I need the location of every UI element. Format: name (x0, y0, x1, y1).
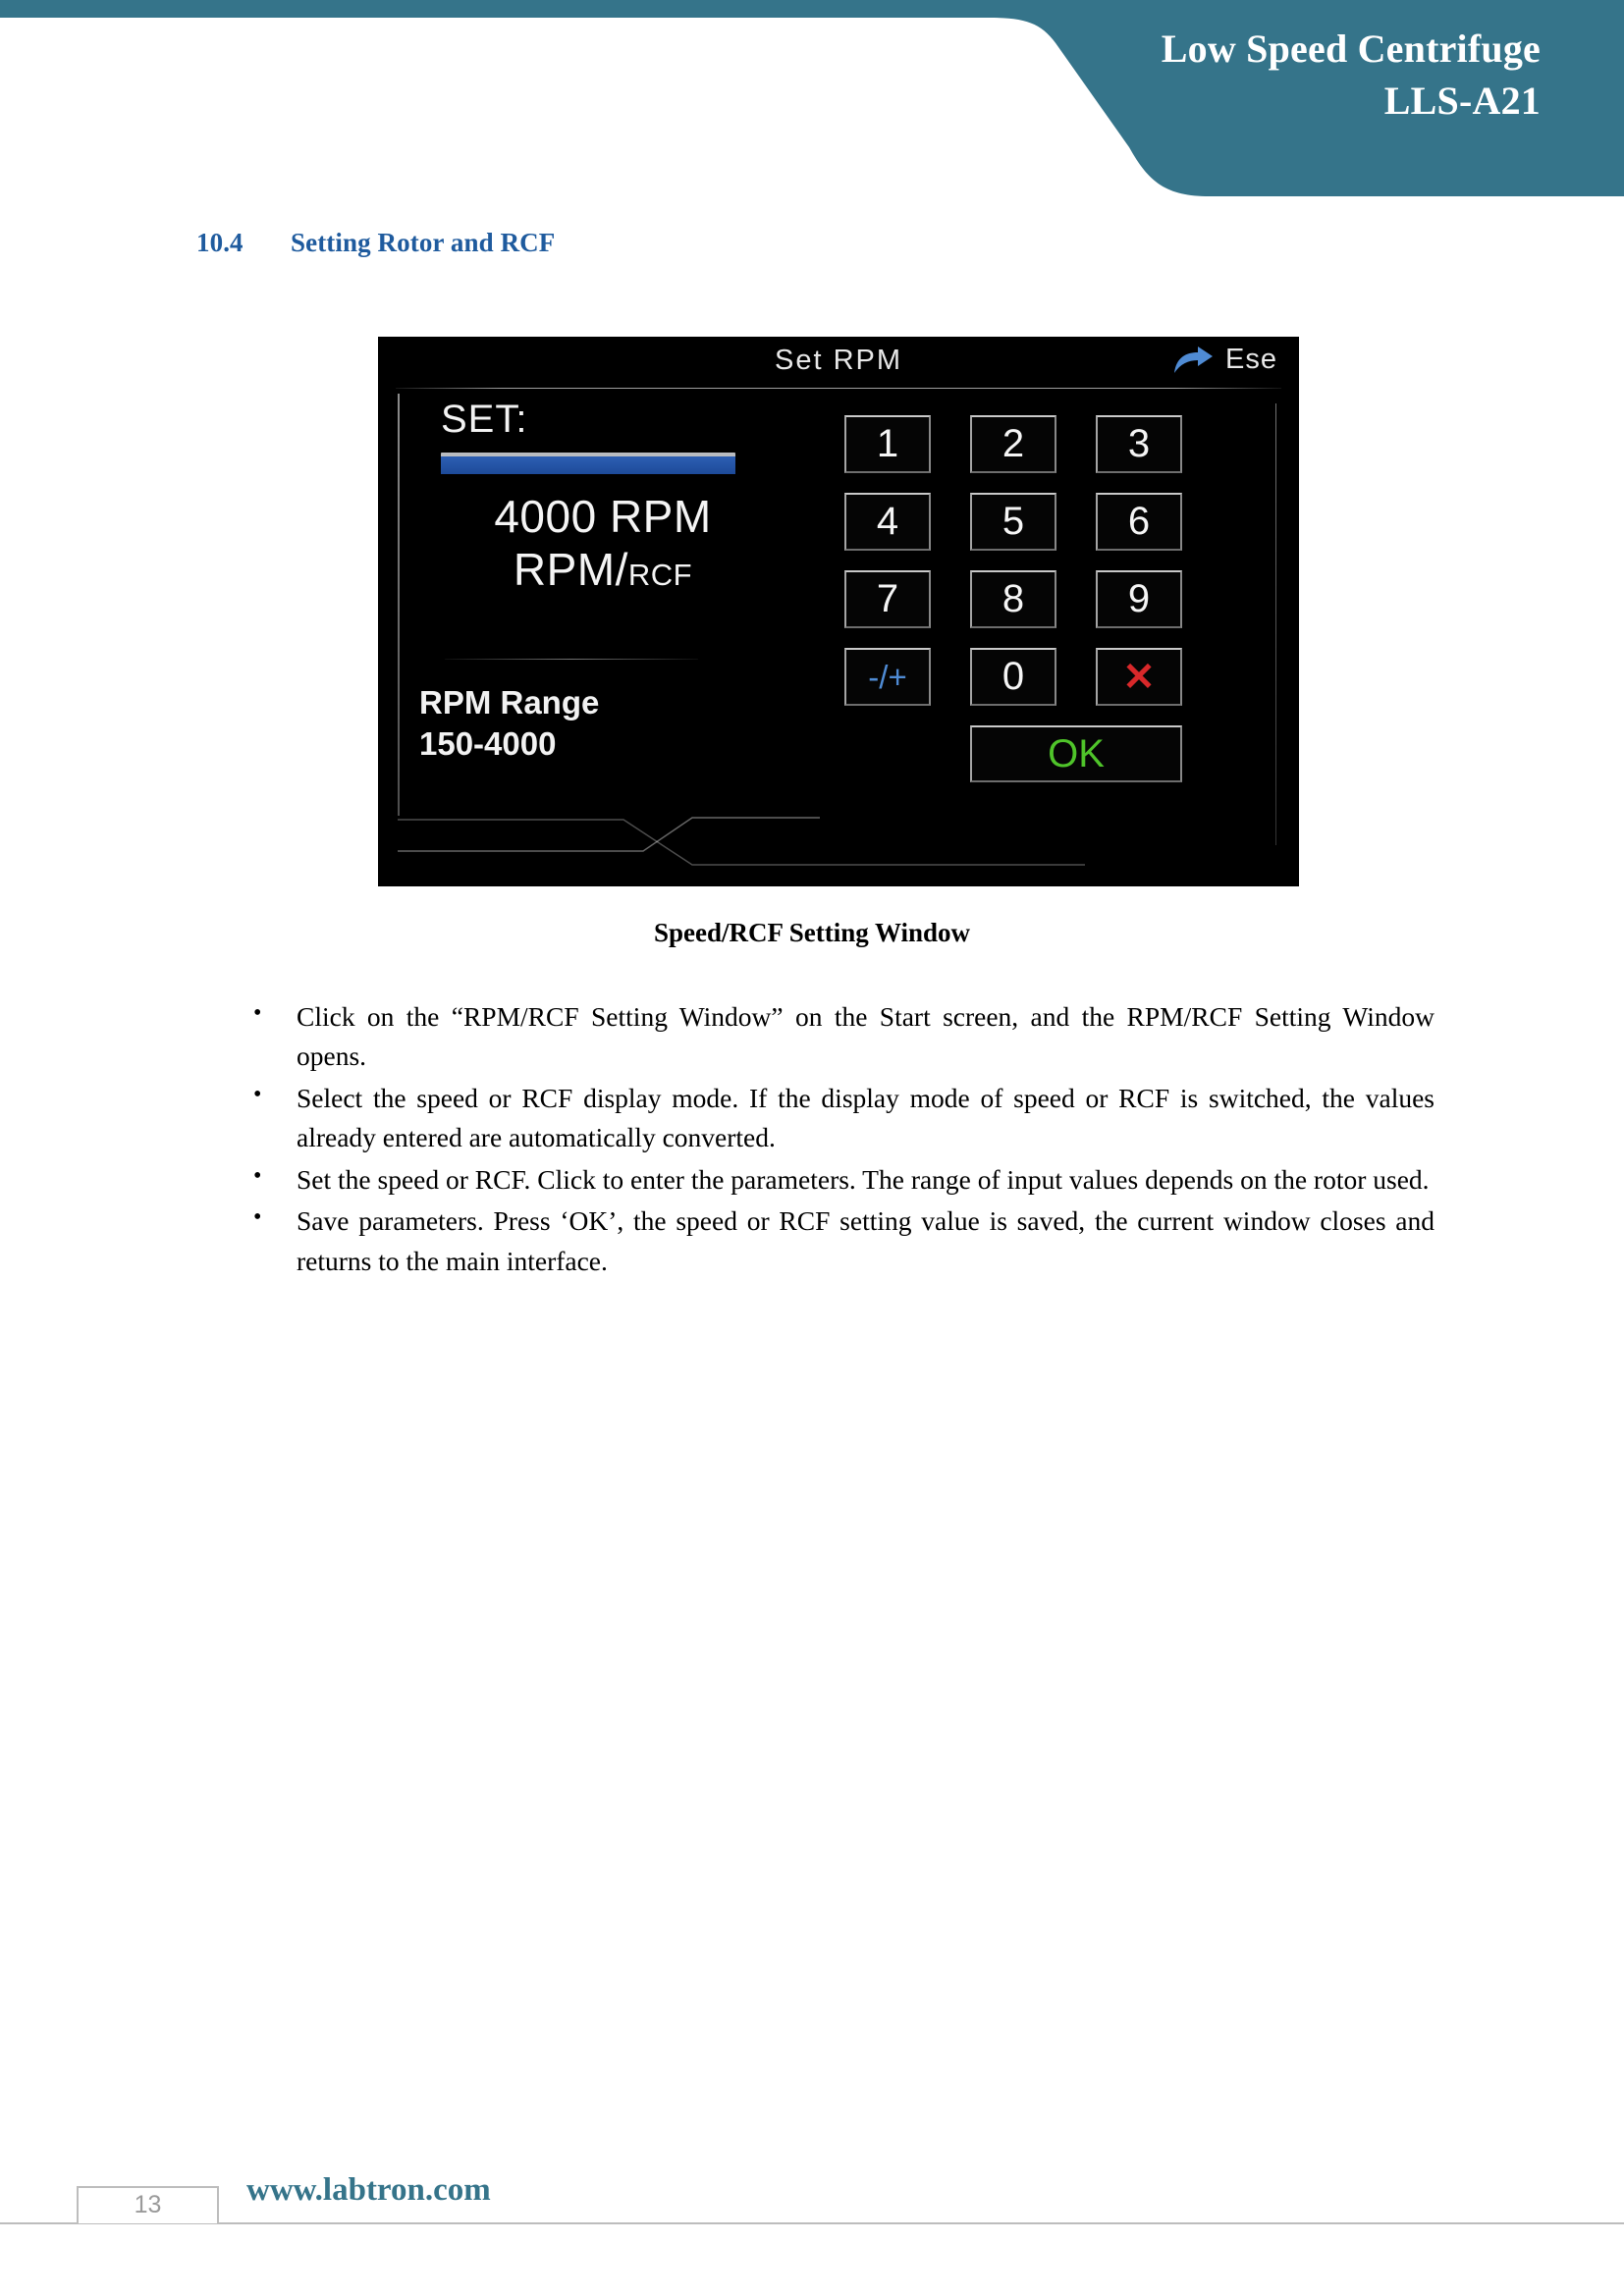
keypad-grid (844, 415, 1182, 706)
centrifuge-screen (378, 337, 1299, 886)
key-5[interactable]: 5 (970, 493, 1056, 551)
key-2[interactable]: 2 (970, 415, 1056, 473)
key-cancel[interactable]: ✕ (1096, 648, 1182, 706)
device-screenshot-figure (378, 337, 1299, 886)
key-8[interactable]: 8 (970, 570, 1056, 628)
set-label: SET: (441, 398, 528, 441)
key-1[interactable]: 1 (844, 415, 931, 473)
page-number: 13 (134, 2191, 162, 2218)
mode-secondary-label: RCF (627, 558, 693, 592)
screen-bottom-border (398, 814, 1085, 873)
rpm-range-label: RPM Range (419, 684, 600, 721)
page-header (0, 0, 1624, 196)
key-7[interactable]: 7 (844, 570, 931, 628)
footer-divider (0, 2222, 1624, 2224)
list-item: • Set the speed or RCF. Click to enter the parameters. The range of input values depends on the rotor used. (244, 1160, 1435, 1200)
list-item: • Select the speed or RCF display mode. If the display mode of speed or RCF is switched, the values already entered are automatically converted. (244, 1079, 1435, 1158)
key-9[interactable]: 9 (1096, 570, 1182, 628)
rpm-range-value: 150-4000 (419, 725, 557, 762)
escape-button[interactable] (1172, 344, 1277, 376)
keypad-right-border (1275, 403, 1276, 845)
mode-toggle[interactable] (441, 543, 765, 596)
product-model: LLS-A21 (1383, 78, 1541, 123)
product-name: Low Speed Centrifuge (1161, 27, 1541, 71)
mode-primary-label: RPM/ (513, 544, 628, 595)
panel-separator (445, 659, 698, 660)
section-number: 10.4 (196, 228, 244, 257)
header-title-block (1162, 24, 1541, 128)
section-title: Setting Rotor and RCF (291, 228, 556, 257)
numeric-keypad (835, 403, 1276, 855)
setting-info-panel (398, 394, 820, 853)
curved-right-arrow-icon (1172, 346, 1214, 375)
page-footer (0, 2159, 1624, 2296)
key-0[interactable]: 0 (970, 648, 1056, 706)
key-sign-toggle[interactable]: -/+ (844, 648, 931, 706)
key-6[interactable]: 6 (1096, 493, 1182, 551)
escape-label: Ese (1225, 344, 1277, 375)
screen-header-divider (396, 388, 1281, 389)
ok-button[interactable]: OK (970, 725, 1182, 782)
list-item: • Click on the “RPM/RCF Setting Window” on the Start screen, and the RPM/RCF Setting Window opens. (244, 997, 1435, 1077)
key-4[interactable]: 4 (844, 493, 931, 551)
figure-caption: Speed/RCF Setting Window (653, 918, 971, 947)
key-3[interactable]: 3 (1096, 415, 1182, 473)
set-progress-bar (441, 453, 735, 474)
set-progress-fill (441, 456, 735, 474)
screen-title: Set RPM (774, 345, 903, 376)
list-item: • Save parameters. Press ‘OK’, the speed or RCF setting value is saved, the current window closes and returns to the main interface. (244, 1201, 1435, 1281)
footer-website[interactable]: www.labtron.com (239, 2172, 499, 2209)
section-heading (196, 228, 555, 258)
instruction-list (244, 997, 1435, 1283)
speed-value: 4000 RPM (494, 491, 712, 542)
panel-left-border (398, 394, 400, 816)
